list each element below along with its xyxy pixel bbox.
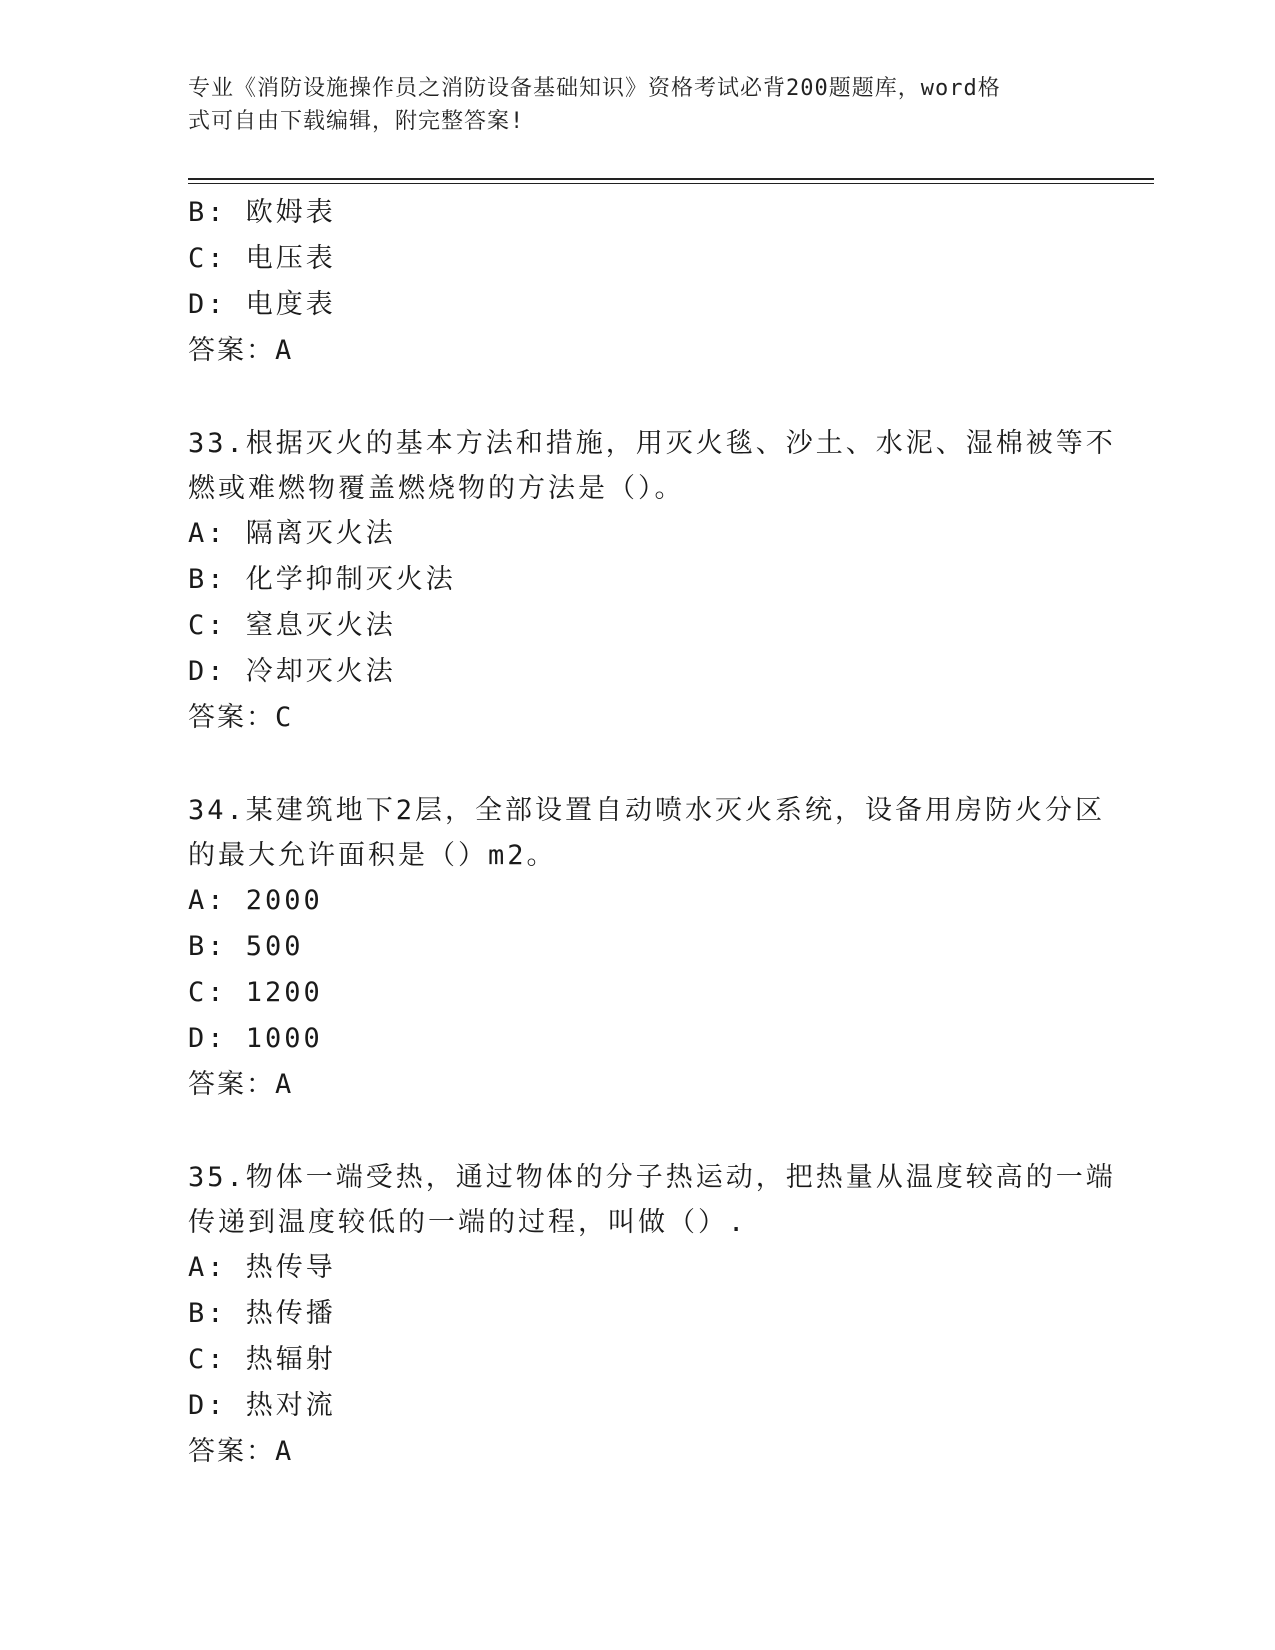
option-b: B: 欧姆表 — [188, 197, 336, 228]
question-text-line-2: 燃或难燃物覆盖燃烧物的方法是（）。 — [188, 473, 685, 504]
question-list — [188, 190, 1116, 1475]
spacer — [188, 741, 1088, 788]
answer-line: 答案：A — [188, 335, 294, 366]
option-c: C: 电压表 — [188, 243, 336, 274]
question-block-35 — [188, 1155, 1116, 1475]
question-text-line-2: 的最大允许面积是（）m2。 — [188, 840, 557, 871]
answer-line: 答案：A — [188, 1436, 294, 1467]
option-a: A: 2000 — [188, 885, 323, 916]
option-b: B: 化学抑制灭火法 — [188, 564, 456, 595]
document-header — [188, 72, 1078, 138]
question-block-32-continued — [188, 190, 1088, 374]
option-d: D: 热对流 — [188, 1390, 336, 1421]
option-c: C: 窒息灭火法 — [188, 610, 396, 641]
option-a: A: 热传导 — [188, 1252, 336, 1283]
option-d: D: 电度表 — [188, 289, 336, 320]
header-divider-thin — [188, 183, 1154, 184]
answer-line: 答案：A — [188, 1069, 294, 1100]
spacer — [188, 1108, 1088, 1155]
header-title-line-1: 专业《消防设施操作员之消防设备基础知识》资格考试必背200题题库，word格 — [188, 76, 1001, 101]
option-c: C: 1200 — [188, 977, 323, 1008]
header-divider-thick — [188, 178, 1154, 180]
option-d: D: 冷却灭火法 — [188, 656, 396, 687]
option-d: D: 1000 — [188, 1023, 323, 1054]
question-text-line-2: 传递到温度较低的一端的过程，叫做（）. — [188, 1207, 748, 1238]
option-c: C: 热辐射 — [188, 1344, 336, 1375]
answer-line: 答案：C — [188, 702, 294, 733]
question-block-34 — [188, 788, 1106, 1108]
question-text-line-1: 35.物体一端受热，通过物体的分子热运动，把热量从温度较高的一端 — [188, 1162, 1116, 1193]
option-b: B: 500 — [188, 931, 304, 962]
header-title-line-2: 式可自由下载编辑，附完整答案! — [188, 109, 525, 134]
option-a: A: 隔离灭火法 — [188, 518, 396, 549]
question-text-line-1: 34.某建筑地下2层，全部设置自动喷水灭火系统，设备用房防火分区 — [188, 795, 1106, 826]
question-block-33 — [188, 421, 1116, 741]
question-text-line-1: 33.根据灭火的基本方法和措施，用灭火毯、沙土、水泥、湿棉被等不 — [188, 428, 1116, 459]
option-b: B: 热传播 — [188, 1298, 336, 1329]
spacer — [188, 374, 1088, 421]
